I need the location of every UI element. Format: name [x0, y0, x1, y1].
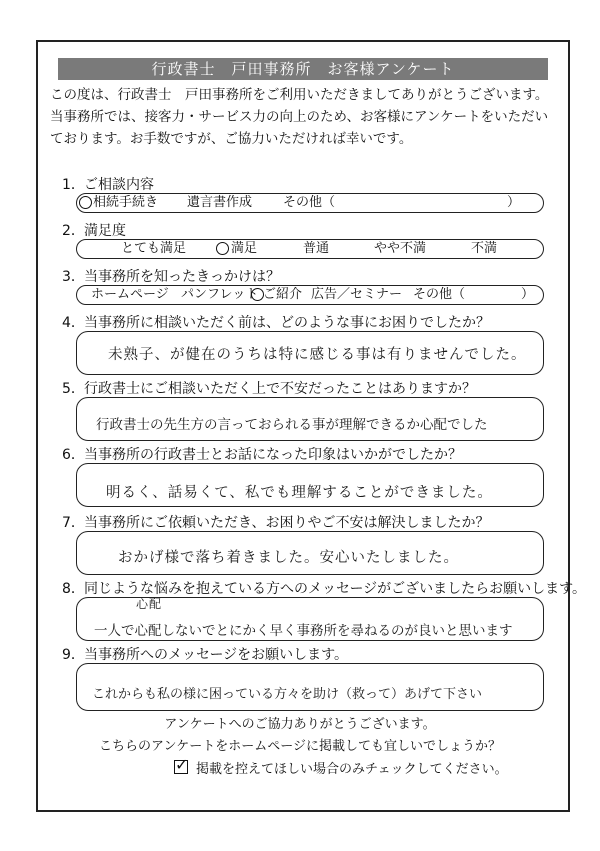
question-1-options — [76, 193, 544, 213]
question-9-number: 9． — [62, 647, 85, 663]
question-1-number: 1． — [62, 177, 85, 193]
answer-5-handwriting: 行政書士の先生方の言っておられる事が理解できるか心配でした — [96, 417, 488, 433]
option-satisfied[interactable]: 満足 — [231, 241, 258, 256]
question-4 — [62, 312, 490, 332]
question-4-label: 当事務所に相談いただく前は、どのような事にお困りでしたか？ — [84, 315, 490, 331]
question-7 — [62, 512, 489, 532]
option-very-satisfied[interactable]: とても満足 — [121, 241, 187, 256]
publish-opt-out-label: 掲載を控えてほしい場合のみチェックしてください。 — [196, 762, 508, 777]
check-mark-icon: ✓ — [175, 755, 189, 774]
option-other-close: ） — [507, 195, 521, 210]
option-other-close: ） — [521, 287, 535, 302]
answer-6-handwriting: 明るく、話易くて、私でも理解することができました。 — [106, 485, 493, 501]
intro-text — [50, 84, 566, 150]
option-homepage[interactable]: ホームページ — [91, 287, 169, 302]
question-1-label: ご相談内容 — [84, 177, 154, 193]
answer-8-correction: 心配 — [136, 597, 163, 611]
question-3-label: 当事務所を知ったきっかけは？ — [84, 269, 280, 285]
question-5 — [62, 378, 476, 398]
closing-publish-question: こちらのアンケートをホームページに掲載しても宜しいでしょうか？ — [99, 739, 501, 754]
option-pamphlet[interactable]: パンフレット — [181, 287, 259, 302]
question-2-label: 満足度 — [84, 223, 126, 239]
question-8-number: 8． — [62, 581, 85, 597]
question-7-label: 当事務所にご依頼いただき、お困りやご不安は解決しましたか？ — [84, 515, 490, 531]
question-2 — [62, 220, 126, 240]
option-ad-seminar[interactable]: 広告／セミナー — [311, 287, 403, 302]
option-referral[interactable]: ご紹介 — [263, 287, 303, 302]
selected-circle-mark — [216, 242, 229, 255]
question-3-options — [76, 285, 544, 305]
option-will[interactable]: 遺言書作成 — [187, 195, 253, 210]
question-8-label: 同じような悩みを抱えている方へのメッセージがございましたらお願いします。 — [84, 581, 587, 597]
question-6-number: 6． — [62, 447, 85, 463]
question-5-label: 行政書士にご相談いただく上で不安だったことはありますか？ — [84, 381, 476, 397]
answer-4-handwriting: 未熟子、が健在のうちは特に感じる事は有りませんでした。 — [108, 347, 527, 363]
question-5-number: 5． — [62, 381, 85, 397]
question-3 — [62, 266, 280, 286]
answer-8-handwriting: 一人で心配しないでとにかく早く事務所を尋ねるのが良いと思います — [94, 623, 513, 639]
question-1 — [62, 174, 154, 194]
option-neutral[interactable]: 普通 — [303, 241, 330, 256]
question-7-number: 7． — [62, 515, 85, 531]
question-9-label: 当事務所へのメッセージをお願いします。 — [84, 647, 349, 663]
closing-thanks: アンケートへのご協力ありがとうございます。 — [164, 717, 436, 732]
option-dissatisfied[interactable]: 不満 — [471, 241, 498, 256]
option-other[interactable]: その他（ — [413, 287, 466, 302]
question-6-label: 当事務所の行政書士とお話になった印象はいかがでしたか？ — [84, 447, 462, 463]
survey-title: 行政書士 戸田事務所 お客様アンケート — [58, 58, 548, 80]
answer-7-handwriting: おかげ様で落ち着きました。安心いたしました。 — [118, 550, 459, 566]
question-2-options — [76, 239, 544, 259]
answer-9-handwriting: これからも私の様に困っている方々を助け（救って）あげて下さい — [92, 687, 483, 702]
intro-line-1: この度は、行政書士 戸田事務所をご利用いただきましてありがとうございます。 — [50, 87, 549, 103]
intro-line-3: ております。お手数ですが、ご協力いただければ幸いです。 — [50, 131, 413, 147]
option-somewhat-dissatisfied[interactable]: やや不満 — [374, 241, 427, 256]
question-4-number: 4． — [62, 315, 85, 331]
question-2-number: 2． — [62, 223, 85, 239]
selected-circle-mark — [79, 196, 92, 209]
question-9 — [62, 644, 348, 664]
question-6 — [62, 444, 462, 464]
intro-line-2: 当事務所では、接客力・サービス力の向上のため、お客様にアンケートをいただい — [50, 109, 549, 125]
question-3-number: 3． — [62, 269, 85, 285]
option-inheritance[interactable]: 相続手続き — [93, 195, 159, 210]
option-other[interactable]: その他（ — [283, 195, 336, 210]
